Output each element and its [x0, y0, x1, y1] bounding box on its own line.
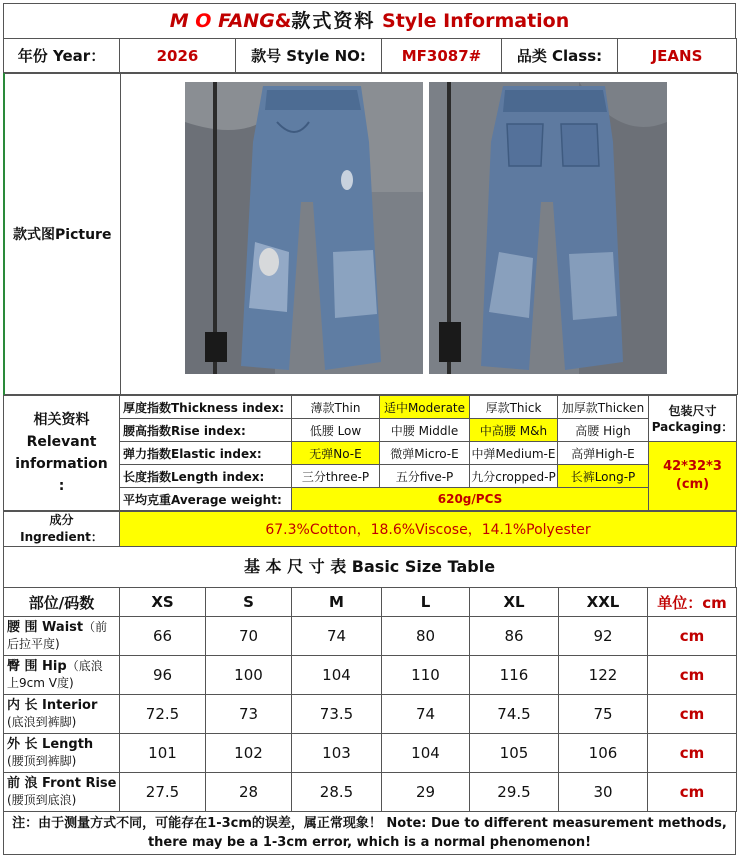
rise-option: 中高腰 M&h [470, 419, 558, 442]
table-row [4, 656, 737, 695]
jeans-front-photo [185, 82, 423, 374]
year-label: 年份 Year： [4, 39, 120, 73]
year-value: 2026 [120, 39, 236, 73]
cell-value: 29 [382, 773, 470, 812]
ingredient-label-en: Ingredient： [20, 530, 103, 544]
cell-value: 102 [206, 734, 292, 773]
elastic-label: 弹力指数Elastic index: [120, 442, 292, 465]
row-note2: 上9cm V度) [7, 676, 74, 690]
row-label [4, 695, 120, 734]
row-name: 内 长 Interior [7, 698, 98, 713]
cell-value: 104 [292, 656, 382, 695]
rise-option: 中腰 Middle [380, 419, 470, 442]
cell-value: 74 [382, 695, 470, 734]
cell-value: 28 [206, 773, 292, 812]
cell-value: 74.5 [470, 695, 559, 734]
packaging-unit: (cm) [675, 477, 710, 492]
cell-value: 105 [470, 734, 559, 773]
note-line-2: there may be a 1-3cm error, which is a normal phenomenon! [147, 835, 592, 850]
thickness-option: 适中Moderate [380, 396, 470, 419]
cell-unit: cm [648, 734, 737, 773]
cell-value: 103 [292, 734, 382, 773]
relevant-label-cn: 相关资料 [33, 412, 90, 428]
cell-value: 92 [559, 617, 648, 656]
length-label: 长度指数Length index: [120, 465, 292, 488]
title-en: Style Information [382, 10, 570, 32]
cell-value: 96 [120, 656, 206, 695]
relevant-label-en1: Relevant [26, 434, 97, 450]
packaging-label-en: Packaging： [651, 419, 734, 434]
size-xxl: XXL [559, 588, 648, 617]
elastic-option: 无弹No-E [292, 442, 380, 465]
cell-value: 73 [206, 695, 292, 734]
cell-value: 106 [559, 734, 648, 773]
row-name: 外 长 Length [7, 737, 94, 752]
size-corner-label: 部位/码数 [4, 588, 120, 617]
length-option: 五分five-P [380, 465, 470, 488]
rise-option: 高腰 High [558, 419, 649, 442]
cell-value: 104 [382, 734, 470, 773]
style-value: MF3087# [382, 39, 502, 73]
size-header-row [4, 588, 737, 617]
length-option: 三分three-P [292, 465, 380, 488]
length-option: 九分cropped-P [470, 465, 558, 488]
length-option: 长裤Long-P [558, 465, 649, 488]
packaging-dims: 42*32*3 [663, 459, 722, 474]
rise-label: 腰高指数Rise index: [120, 419, 292, 442]
size-xl: XL [470, 588, 559, 617]
table-row [4, 617, 737, 656]
measurement-note [3, 812, 736, 855]
cell-value: 29.5 [470, 773, 559, 812]
row-note2: (底浪到裤脚) [7, 715, 77, 729]
cell-value: 30 [559, 773, 648, 812]
picture-table [3, 73, 738, 395]
elastic-option: 高弹High-E [558, 442, 649, 465]
row-note: （底浪 [66, 659, 103, 673]
style-label: 款号 Style NO: [236, 39, 382, 73]
size-table [3, 587, 737, 812]
row-note: （前 [83, 620, 108, 634]
ingredient-value: 67.3%Cotton，18.6%Viscose，14.1%Polyester [120, 512, 737, 547]
brand-fang: FANG [218, 10, 275, 32]
cell-value: 72.5 [120, 695, 206, 734]
row-note2: (腰顶到裤脚) [7, 754, 77, 768]
size-xs: XS [120, 588, 206, 617]
header-table [3, 38, 737, 73]
jeans-back-photo [429, 82, 667, 374]
thickness-option: 薄款Thin [292, 396, 380, 419]
ingredient-label [4, 512, 120, 547]
cell-unit: cm [648, 695, 737, 734]
cell-unit: cm [648, 617, 737, 656]
cell-value: 28.5 [292, 773, 382, 812]
picture-area [120, 74, 737, 395]
cell-value: 66 [120, 617, 206, 656]
brand-m: M [169, 10, 189, 32]
size-s: S [206, 588, 292, 617]
title-cn: 款式资料 [291, 10, 376, 32]
row-name: 腰 围 Waist [7, 620, 84, 635]
table-row [4, 734, 737, 773]
cell-value: 70 [206, 617, 292, 656]
cell-value: 75 [559, 695, 648, 734]
table-row [4, 695, 737, 734]
row-name: 前 浪 Front Rise [7, 776, 117, 791]
relevant-label-en2: information [15, 456, 108, 472]
ingredient-table [3, 511, 737, 547]
cell-value: 86 [470, 617, 559, 656]
unit-label: 单位：cm [648, 588, 737, 617]
packaging-label [649, 396, 737, 442]
row-name: 臀 围 Hip [7, 659, 67, 674]
elastic-option: 微弹Micro-E [380, 442, 470, 465]
row-note2: 后拉平度) [7, 637, 60, 651]
thickness-label: 厚度指数Thickness index: [120, 396, 292, 419]
row-label [4, 617, 120, 656]
weight-value: 620g/PCS [292, 488, 649, 511]
row-note2: (腰顶到底浪) [7, 793, 77, 807]
size-l: L [382, 588, 470, 617]
class-label: 品类 Class: [502, 39, 618, 73]
cell-value: 73.5 [292, 695, 382, 734]
packaging-value [649, 442, 737, 511]
brand-amp: & [274, 10, 292, 32]
relevant-label [4, 396, 120, 511]
brand-o: O [195, 10, 212, 32]
style-info-sheet [3, 3, 736, 855]
thickness-option: 厚款Thick [470, 396, 558, 419]
cell-value: 27.5 [120, 773, 206, 812]
cell-value: 101 [120, 734, 206, 773]
packaging-label-cn: 包装尺寸 [668, 403, 717, 418]
cell-value: 100 [206, 656, 292, 695]
relevant-label-colon: : [58, 478, 65, 494]
cell-unit: cm [648, 773, 737, 812]
cell-value: 116 [470, 656, 559, 695]
relevant-table [3, 395, 737, 511]
size-m: M [292, 588, 382, 617]
elastic-option: 中弹Medium-E [470, 442, 558, 465]
note-line-1: 注：由于测量方式不同，可能存在1-3cm的误差，属正常现象！ Note: Due to different measurement methods, [12, 816, 727, 831]
cell-unit: cm [648, 656, 737, 695]
cell-value: 74 [292, 617, 382, 656]
rise-option: 低腰 Low [292, 419, 380, 442]
class-value: JEANS [618, 39, 737, 73]
cell-value: 80 [382, 617, 470, 656]
cell-value: 110 [382, 656, 470, 695]
picture-label: 款式图Picture [4, 74, 120, 395]
sheet-title [3, 3, 736, 38]
row-label [4, 773, 120, 812]
ingredient-label-cn: 成分 [49, 513, 74, 527]
cell-value: 122 [559, 656, 648, 695]
table-row [4, 773, 737, 812]
weight-label: 平均克重Average weight: [120, 488, 292, 511]
size-table-title: 基 本 尺 寸 表 Basic Size Table [3, 547, 736, 587]
row-label [4, 656, 120, 695]
row-label [4, 734, 120, 773]
thickness-option: 加厚款Thicken [558, 396, 649, 419]
